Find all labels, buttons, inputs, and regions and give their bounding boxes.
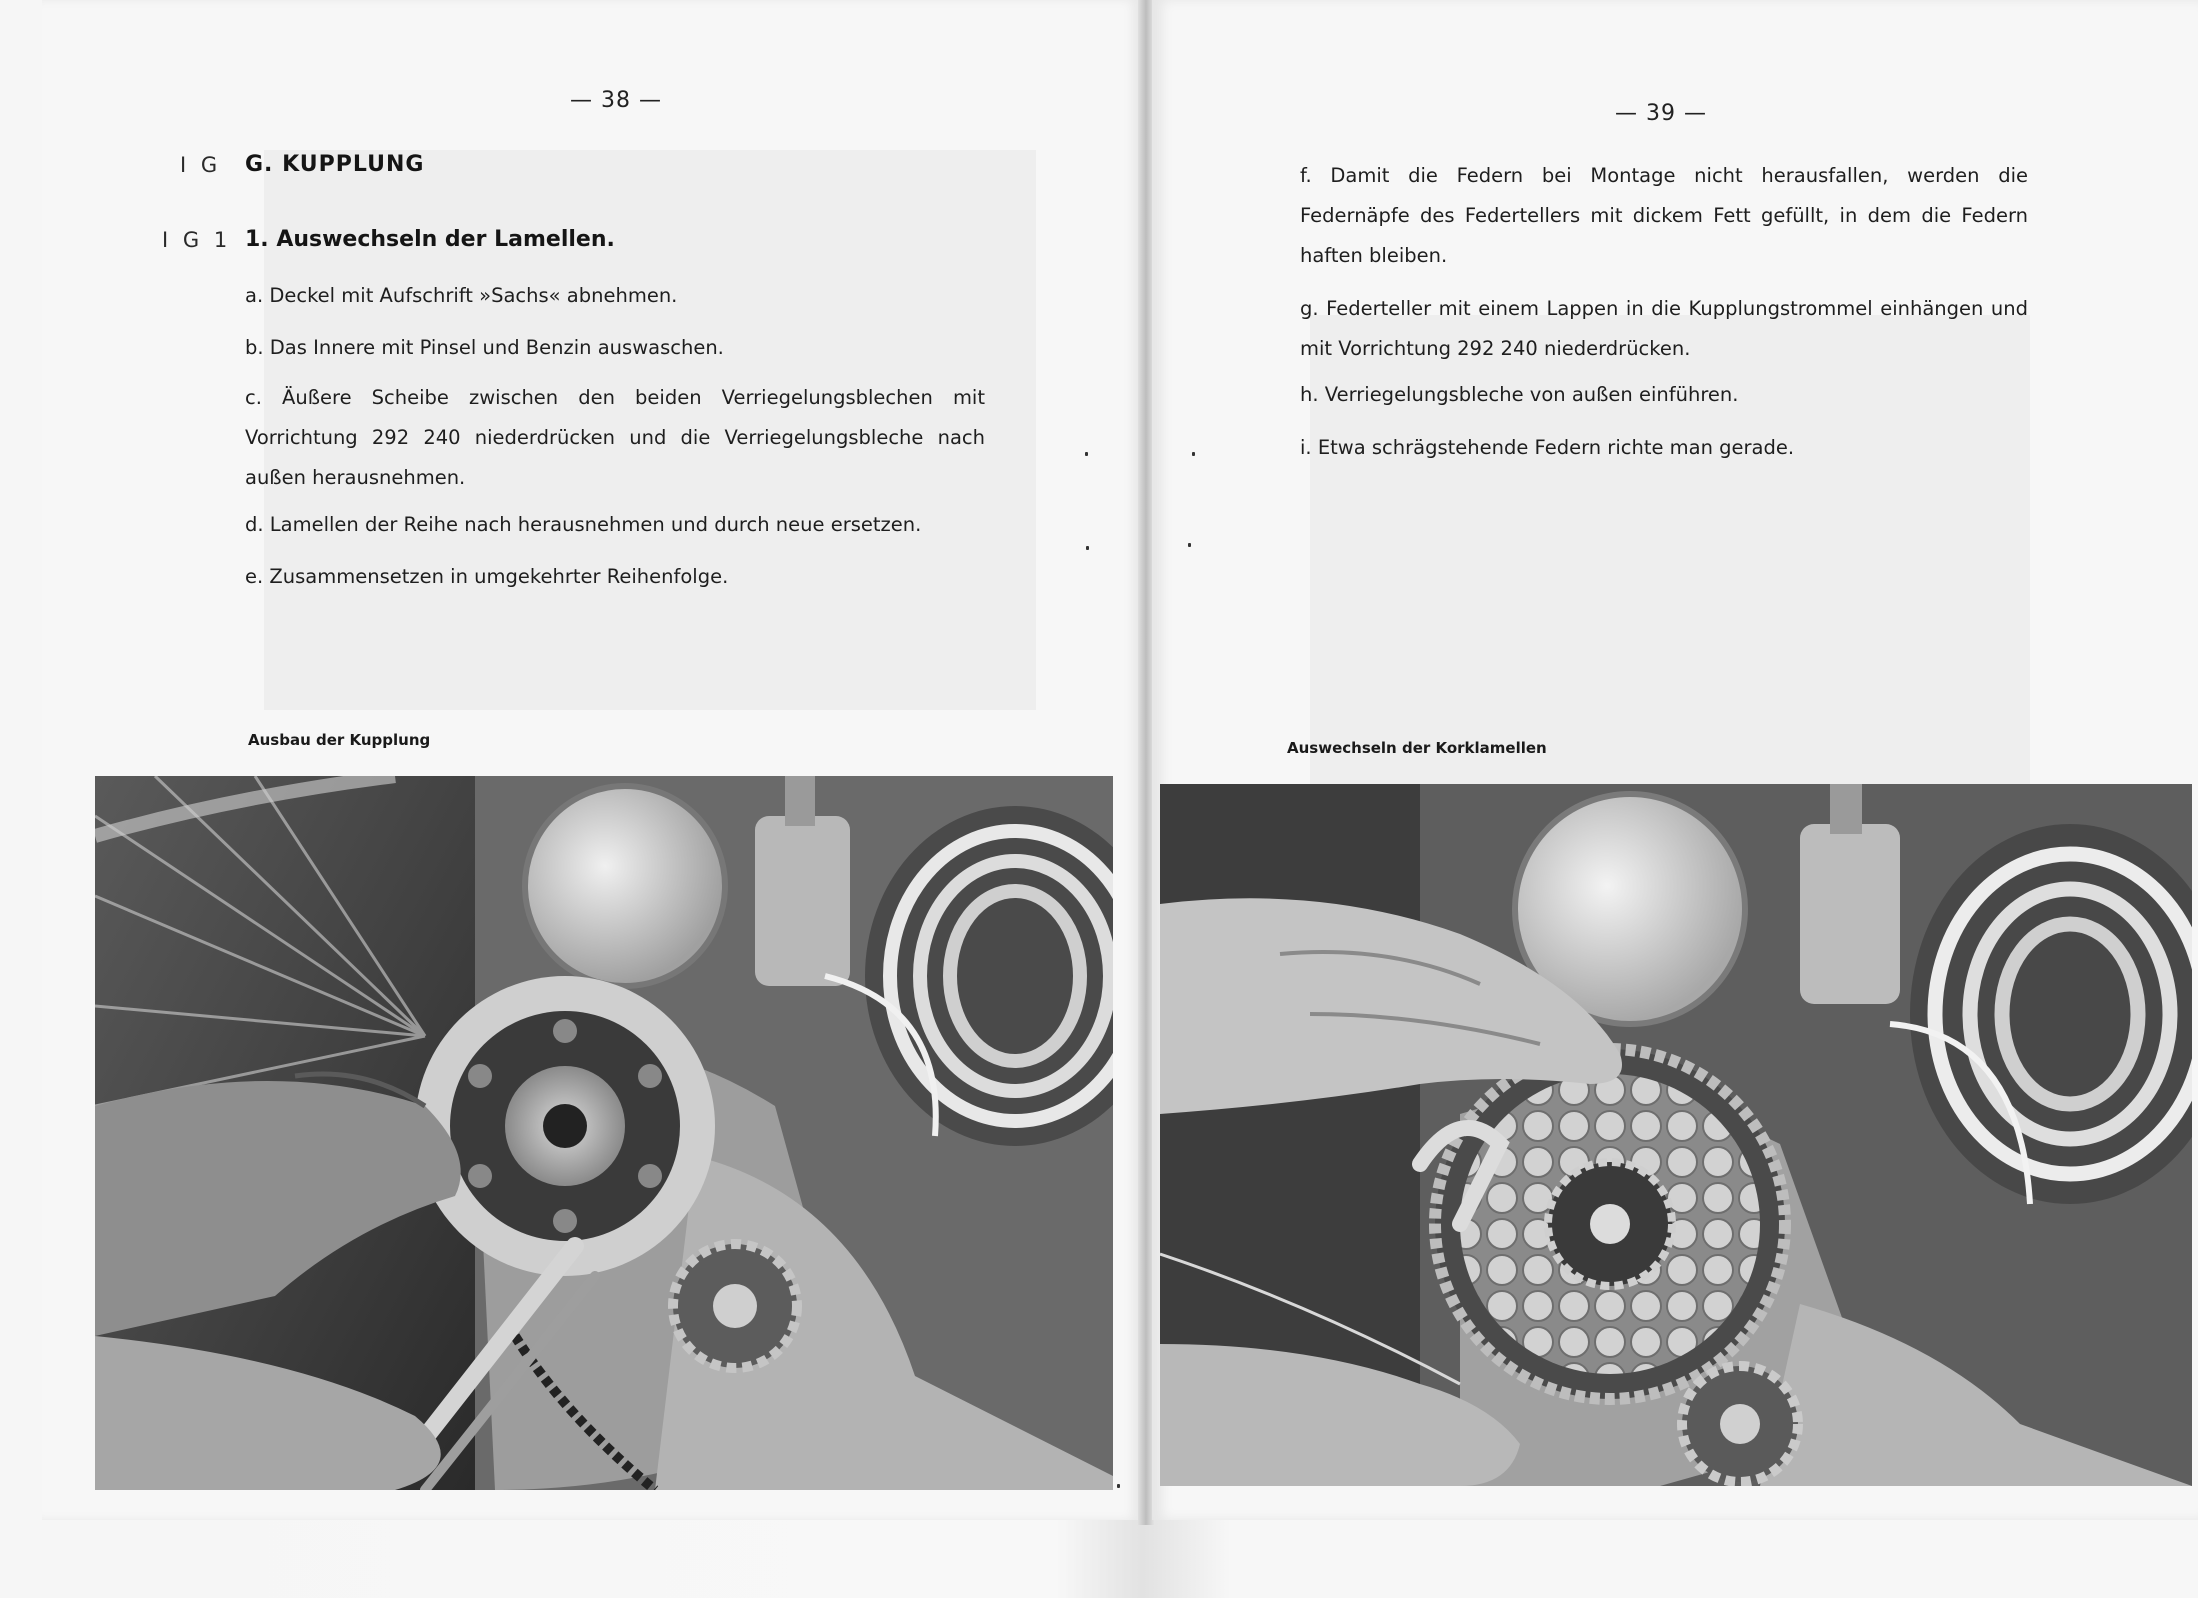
step-c: c. Äußere Scheibe zwischen den beiden Verriegelungsblechen mit Vorrichtung 292 240 niederdrücken und die Verriegelungsbleche nach außen herausnehmen.: [245, 386, 985, 489]
step-h: h. Verriegelungsbleche von außen einführen.: [1300, 383, 1739, 406]
step-g: g. Federteller mit einem Lappen in die Kupplungstrommel einhängen und mit Vorrichtung 292 240 niederdrücken.: [1300, 297, 2028, 360]
step-f: f. Damit die Federn bei Montage nicht herausfallen, werden die Federnäpfe des Federtellers mit dickem Fett gefüllt, in dem die Federn haften bleiben.: [1300, 164, 2028, 267]
page-number-right: — 39 —: [1615, 101, 1707, 126]
step-a: a. Deckel mit Aufschrift »Sachs« abnehmen.: [245, 284, 678, 307]
section-marker: I G: [180, 153, 222, 177]
scan-speck: [1188, 543, 1191, 547]
section-heading: G. KUPPLUNG: [245, 152, 425, 177]
subsection-heading: 1. Auswechseln der Lamellen.: [245, 227, 615, 252]
step-i: i. Etwa schrägstehende Federn richte man gerade.: [1300, 436, 1795, 459]
scan-speck: [1086, 546, 1089, 550]
subsection-marker: I G 1: [162, 228, 232, 252]
step-d: d. Lamellen der Reihe nach herausnehmen und durch neue ersetzen.: [245, 513, 922, 536]
photo-cork-plate-replacement: [1160, 784, 2192, 1486]
page-number-left: — 38 —: [570, 88, 662, 113]
step-e: e. Zusammensetzen in umgekehrter Reihenfolge.: [245, 565, 729, 588]
photo-caption-right: Auswechseln der Korklamellen: [1287, 739, 1547, 757]
step-b: b. Das Innere mit Pinsel und Benzin auswaschen.: [245, 336, 724, 359]
scan-speck: [1085, 452, 1088, 456]
scan-speck: [1192, 452, 1195, 456]
scan-speck: [1117, 1484, 1120, 1488]
photo-caption-left: Ausbau der Kupplung: [248, 731, 431, 749]
photo-clutch-removal: [95, 776, 1113, 1490]
